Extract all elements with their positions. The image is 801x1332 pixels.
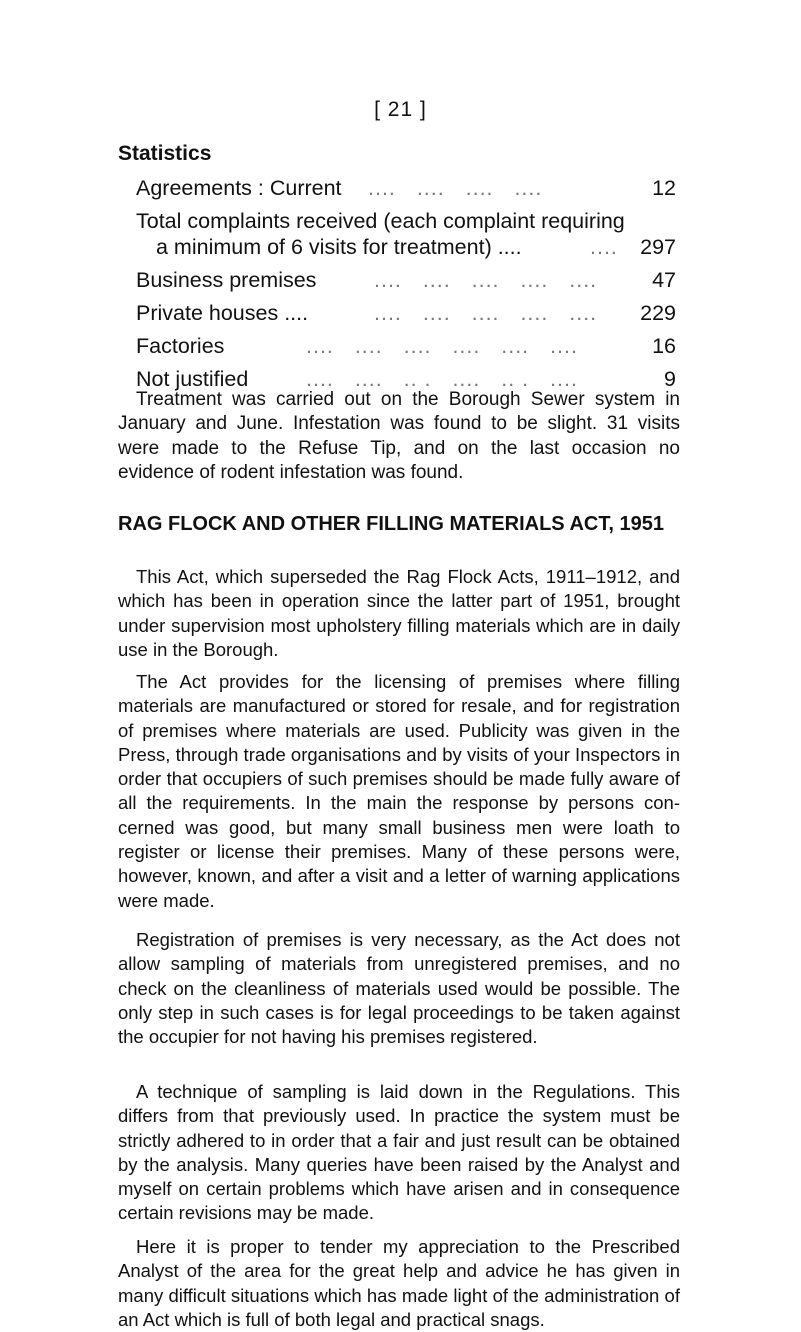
stat-label-line1: Total complaints received (each complaint requiring bbox=[136, 209, 625, 233]
stat-row-agreements bbox=[136, 175, 676, 201]
stat-value: 297 bbox=[640, 235, 676, 259]
leader-dots: .... .... .... .... .... bbox=[374, 268, 598, 292]
stat-label: Business premises bbox=[136, 268, 317, 292]
stat-label bbox=[136, 208, 626, 260]
act-paragraph-4: A technique of sampling is laid down in the Regulations. This differs from that previously used. In practice the system must be strictly adhered to in order that a fair and just result can be obtained by the analysis. Many queries have been raised by the Analyst and myself on certain problems which have arisen and in consequence certain revisions may be made. bbox=[118, 1081, 680, 1224]
page-number: [ 21 ] bbox=[374, 98, 427, 121]
stat-row-business-premises bbox=[136, 267, 676, 293]
stat-label-line2: a minimum of 6 visits for treatment) .... bbox=[156, 235, 522, 259]
treatment-paragraph: Treatment was carried out on the Borough Sewer system in January and June. Infestation was found to be slight. 31 visits were made to the Refuse Tip, and on the last occasion no evidence of rodent infestation was found. bbox=[118, 389, 680, 483]
stat-label: Private houses .... bbox=[136, 301, 309, 325]
stat-label: Not justified bbox=[136, 367, 249, 391]
stat-row-factories bbox=[136, 333, 676, 359]
stat-value: 16 bbox=[652, 334, 676, 358]
section-heading-statistics: Statistics bbox=[118, 142, 212, 165]
stat-value: 47 bbox=[652, 268, 676, 292]
leader-dots: .... .... .... .... bbox=[368, 176, 543, 200]
stat-row-total-complaints bbox=[136, 208, 676, 260]
leader-dots: .... .... .... .... .... .... bbox=[306, 334, 578, 358]
statistics-list bbox=[136, 175, 676, 399]
act-paragraph-5: Here it is proper to tender my appreciation to the Prescribed Analyst of the area for the great help and advice he has given in many difficult situations which has made light of the administration of an Act which is full of both legal and practical snags. bbox=[118, 1236, 680, 1330]
act-heading: RAG FLOCK AND OTHER FILLING MATERIALS ACT, 1951 bbox=[118, 513, 664, 535]
act-paragraph-2: The Act provides for the licensing of premises where filling materials are manufactured or stored for resale, and for registration of premises where materials are used. Publicity was given in the Press, through trade organisations and by visits of your Inspectors in order that occupiers of such premises should be made fully aware of all the requirements. In the main the response by persons con-cerned was good, but many small business men were loath to register or license their premises. Many of these persons were, however, known, and after a visit and a letter of warning applications were made. bbox=[118, 671, 680, 911]
act-paragraph-3: Registration of premises is very necessary, as the Act does not allow sampling of materials from unregistered premises, and no check on the cleanliness of materials used would be possible. The only step in such cases is for legal proceedings to be taken against the occupier for not having his premises registered. bbox=[118, 929, 680, 1048]
stat-label: Agreements : Current bbox=[136, 176, 342, 200]
leader-dots: .... .... .. . .... .. . .... bbox=[306, 367, 578, 391]
stat-row-private-houses bbox=[136, 300, 676, 326]
stat-value: 9 bbox=[664, 367, 676, 391]
stat-label: Factories bbox=[136, 334, 225, 358]
act-paragraph-1: This Act, which superseded the Rag Flock Acts, 1911–1912, and which has been in operation since the latter part of 1951, brought under supervision most upholstery filling materials which are in daily use in the Borough. bbox=[118, 566, 680, 660]
stat-value: 12 bbox=[652, 176, 676, 200]
leader-dots: .... .... .... .... .... bbox=[374, 301, 598, 325]
stat-value: 229 bbox=[640, 301, 676, 325]
leader-dots: .... bbox=[590, 235, 618, 259]
